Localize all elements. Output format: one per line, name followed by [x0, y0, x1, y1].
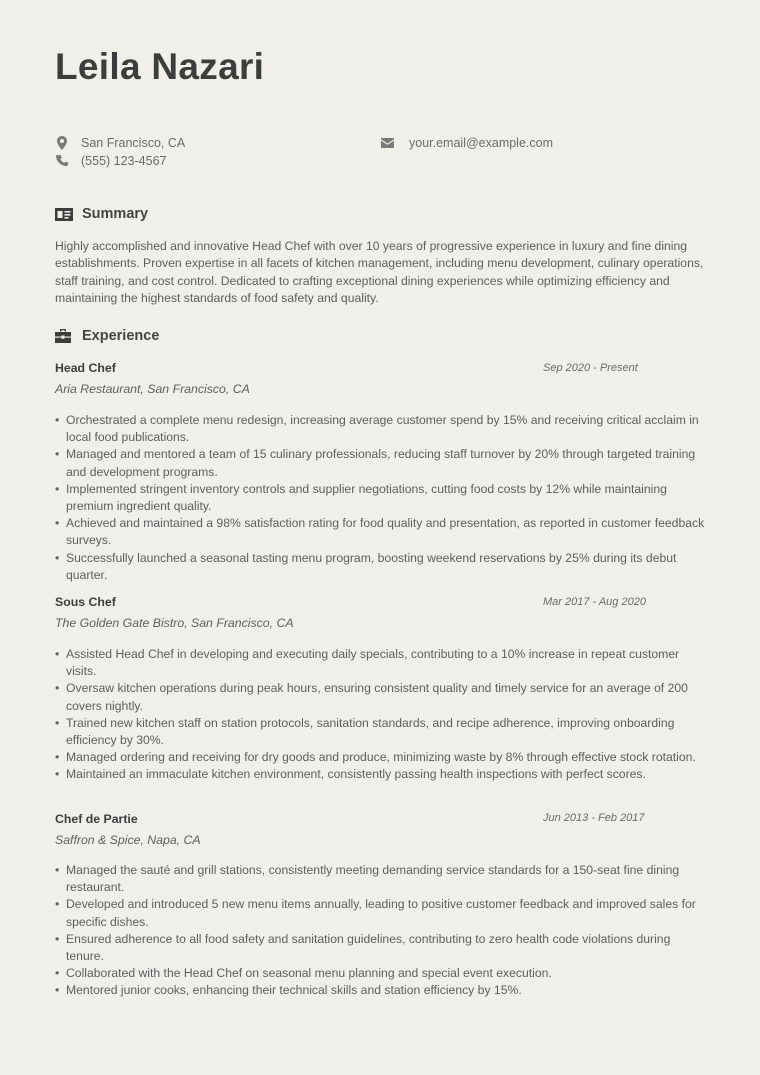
job-company: Saffron & Spice, Napa, CA — [55, 833, 201, 847]
contact-location — [55, 136, 185, 150]
envelope-icon — [380, 136, 394, 150]
map-pin-icon — [55, 136, 69, 150]
phone-icon — [55, 154, 69, 168]
experience-heading — [55, 328, 159, 344]
summary-heading-text: Summary — [82, 206, 149, 222]
job-company: The Golden Gate Bistro, San Francisco, CA — [55, 616, 294, 630]
location-text: San Francisco, CA — [81, 136, 186, 150]
job-company: Aria Restaurant, San Francisco, CA — [55, 382, 250, 396]
job-date: Jun 2013 - Feb 2017 — [543, 812, 645, 824]
list-item: • Successfully launched a seasonal tasting menu program, boosting weekend reservations by 25% during its debut quarter. — [55, 550, 710, 584]
list-item: • Achieved and maintained a 98% satisfaction rating for food quality and presentation, as reported in customer feedback surveys. — [55, 515, 710, 549]
list-item: • Maintained an immaculate kitchen environment, consistently passing health inspections with perfect scores. — [55, 766, 710, 783]
list-item: • Orchestrated a complete menu redesign, increasing average customer spend by 15% and receiving critical acclaim in local food publications. — [55, 412, 710, 446]
contact-email — [380, 136, 553, 150]
list-item: • Managed the sauté and grill stations, consistently meeting demanding service standards for a 150-seat fine dining restaurant. — [55, 862, 710, 896]
id-card-icon — [55, 206, 73, 222]
list-item: • Trained new kitchen staff on station protocols, sanitation standards, and recipe adherence, improving onboarding efficiency by 30%. — [55, 715, 710, 749]
job-title: Chef de Partie — [55, 812, 138, 826]
list-item: • Mentored junior cooks, enhancing their technical skills and station efficiency by 15%. — [55, 982, 710, 999]
list-item: • Oversaw kitchen operations during peak hours, ensuring consistent quality and timely service for an average of 200 covers nightly. — [55, 680, 710, 714]
briefcase-icon — [55, 328, 73, 344]
summary-heading — [55, 206, 148, 222]
job-date: Mar 2017 - Aug 2020 — [543, 596, 646, 608]
job-title: Sous Chef — [55, 595, 116, 609]
job-bullets — [55, 412, 710, 584]
job-bullets — [55, 862, 710, 1000]
job-title: Head Chef — [55, 361, 116, 375]
job-bullets — [55, 646, 710, 784]
list-item: • Ensured adherence to all food safety and sanitation guidelines, contributing to zero health code violations during tenure. — [55, 931, 710, 965]
list-item: • Assisted Head Chef in developing and executing daily specials, contributing to a 10% increase in repeat customer visits. — [55, 646, 710, 680]
list-item: • Collaborated with the Head Chef on seasonal menu planning and special event execution. — [55, 965, 710, 982]
list-item: • Implemented stringent inventory controls and supplier negotiations, cutting food costs by 12% while maintaining premium ingredient quality. — [55, 481, 710, 515]
list-item: • Managed ordering and receiving for dry goods and produce, minimizing waste by 8% through effective stock rotation. — [55, 749, 710, 766]
candidate-name: Leila Nazari — [55, 46, 265, 87]
summary-text: Highly accomplished and innovative Head Chef with over 10 years of progressive experience in luxury and fine dining establishments. Proven expertise in all facets of kitchen management, including menu development, culinary operations, staff training, and cost control. Dedicated to crafting exceptional dining experiences while optimizing efficiency and maintaining the highest standards of food safety and quality. — [55, 239, 704, 305]
experience-heading-text: Experience — [82, 328, 160, 344]
job-date: Sep 2020 - Present — [543, 362, 638, 374]
email-text: your.email@example.com — [409, 136, 553, 150]
contact-phone — [55, 154, 166, 168]
phone-text: (555) 123-4567 — [81, 154, 167, 168]
list-item: • Developed and introduced 5 new menu items annually, leading to positive customer feedback and improved sales for specific dishes. — [55, 896, 710, 930]
list-item: • Managed and mentored a team of 15 culinary professionals, reducing staff turnover by 20% through targeted training and development programs. — [55, 446, 710, 480]
